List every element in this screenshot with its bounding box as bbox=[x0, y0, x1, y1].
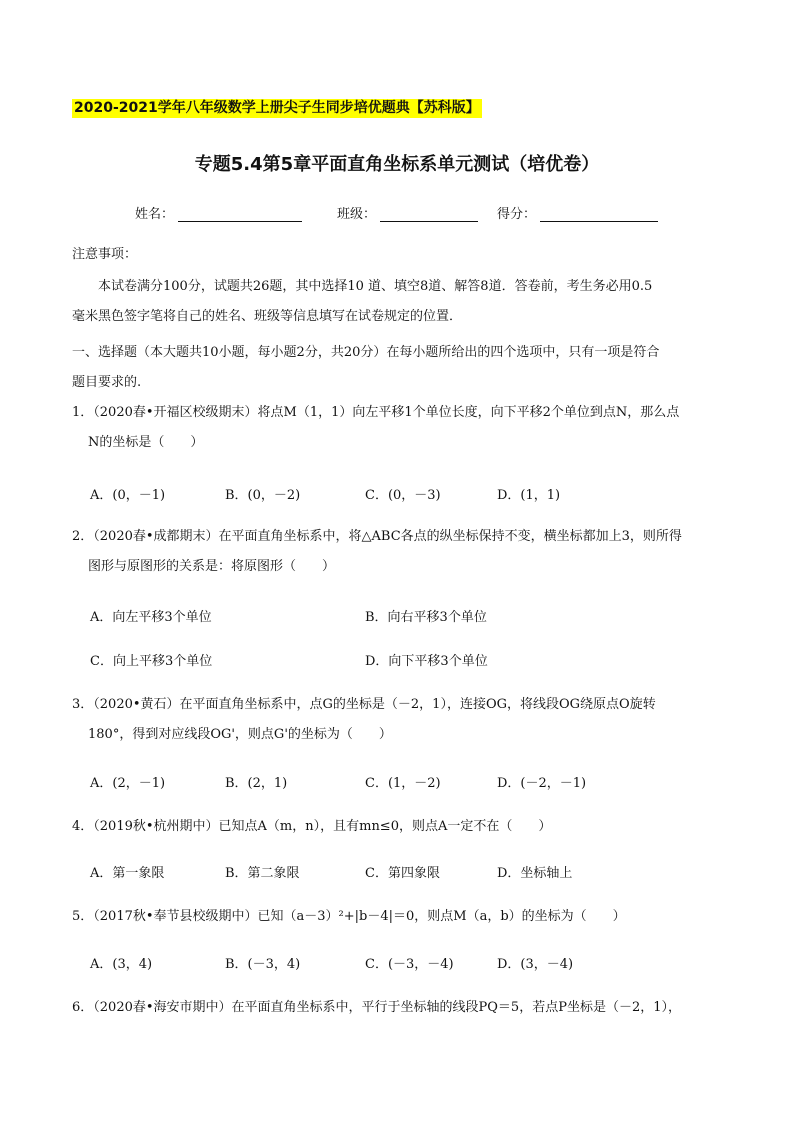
section-line-2: 题目要求的. bbox=[72, 375, 142, 390]
option-c[interactable]: C．(0，－3) bbox=[365, 488, 441, 503]
question-5-options bbox=[90, 953, 740, 973]
section-line-1: 一、选择题（本大题共10小题，每小题2分，共20分）在每小题所给出的四个选项中，只有一项是符合 bbox=[72, 345, 660, 360]
option-d[interactable]: D．(1，1) bbox=[497, 488, 561, 503]
question-2-stem-cont: 图形与原图形的关系是：将原图形（ ） bbox=[88, 559, 336, 574]
question-3-stem: 3．（2020•黄石）在平面直角坐标系中，点G的坐标是（－2，1），连接OG，将线段OG绕原点O旋转 bbox=[72, 697, 656, 712]
class-label: 班级： bbox=[337, 207, 377, 222]
question-2-stem: 2．（2020春•成都期末）在平面直角坐标系中，将△ABC各点的纵坐标保持不变，横坐标都加上3，则所得 bbox=[72, 529, 682, 544]
question-3 bbox=[72, 690, 732, 750]
question-1 bbox=[72, 398, 732, 458]
option-a[interactable]: A．(3，4) bbox=[90, 957, 153, 972]
question-5 bbox=[72, 902, 732, 932]
question-4-stem: 4．（2019秋•杭州期中）已知点A（m，n），且有mn≤0，则点A一定不在（ ） bbox=[72, 819, 552, 834]
name-label: 姓名： bbox=[135, 207, 175, 222]
section-heading bbox=[72, 338, 732, 398]
option-c[interactable]: C．第四象限 bbox=[365, 866, 440, 881]
notes-line-1: 本试卷满分100分，试题共26题，其中选择10 道、填空8道、解答8道．答卷前，考生务必用0.5 bbox=[98, 279, 653, 294]
question-1-options bbox=[90, 484, 740, 504]
name-field[interactable] bbox=[135, 203, 302, 222]
question-1-stem-cont: N的坐标是（ ） bbox=[88, 435, 204, 450]
score-blank[interactable] bbox=[540, 207, 658, 222]
option-b[interactable]: B．(2，1) bbox=[225, 776, 288, 791]
option-d[interactable]: D．(－2，－1) bbox=[497, 776, 587, 791]
option-c[interactable]: C．(1，－2) bbox=[365, 776, 441, 791]
option-c[interactable]: C．向上平移3个单位 bbox=[90, 654, 213, 669]
option-b[interactable]: B．向右平移3个单位 bbox=[365, 610, 487, 625]
question-4-options bbox=[90, 862, 740, 882]
student-info-fields bbox=[0, 203, 794, 223]
question-3-options bbox=[90, 772, 740, 792]
question-2 bbox=[72, 522, 732, 582]
option-d[interactable]: D．(3，－4) bbox=[497, 957, 574, 972]
question-6-stem: 6．（2020春•海安市期中）在平面直角坐标系中，平行于坐标轴的线段PQ＝5，若点P坐标是（－2，1）， bbox=[72, 1000, 681, 1015]
page-title: 专题5.4第5章平面直角坐标系单元测试（培优卷） bbox=[194, 154, 600, 175]
name-blank[interactable] bbox=[178, 207, 302, 222]
option-d[interactable]: D．向下平移3个单位 bbox=[365, 654, 488, 669]
question-6 bbox=[72, 993, 732, 1023]
score-label: 得分： bbox=[497, 207, 537, 222]
option-a[interactable]: A．向左平移3个单位 bbox=[90, 610, 212, 625]
series-highlight: 2020-2021学年八年级数学上册尖子生同步培优题典【苏科版】 bbox=[74, 100, 480, 116]
notes-paragraph bbox=[72, 272, 732, 332]
class-blank[interactable] bbox=[380, 207, 478, 222]
question-2-options-row-1 bbox=[90, 606, 740, 626]
option-b[interactable]: B．第二象限 bbox=[225, 866, 300, 881]
notes-heading: 注意事项： bbox=[72, 247, 138, 262]
option-a[interactable]: A．第一象限 bbox=[90, 866, 165, 881]
question-4 bbox=[72, 812, 732, 842]
option-b[interactable]: B．(－3，4) bbox=[225, 957, 301, 972]
option-a[interactable]: A．(2，－1) bbox=[90, 776, 166, 791]
question-1-stem: 1．（2020春•开福区校级期末）将点M（1，1）向左平移1个单位长度，向下平移2个单位到点N，那么点 bbox=[72, 405, 680, 420]
option-c[interactable]: C．(－3，－4) bbox=[365, 957, 454, 972]
question-2-options-row-2 bbox=[90, 650, 740, 670]
question-3-stem-cont: 180°，得到对应线段OG'，则点G'的坐标为（ ） bbox=[88, 727, 392, 742]
option-b[interactable]: B．(0，－2) bbox=[225, 488, 301, 503]
notes-line-2: 毫米黑色签字笔将自己的姓名、班级等信息填写在试卷规定的位置． bbox=[72, 309, 463, 324]
class-field[interactable] bbox=[337, 203, 478, 222]
score-field[interactable] bbox=[497, 203, 658, 222]
option-d[interactable]: D．坐标轴上 bbox=[497, 866, 573, 881]
option-a[interactable]: A．(0，－1) bbox=[90, 488, 166, 503]
question-5-stem: 5．（2017秋•奉节县校级期中）已知（a－3）²+|b－4|＝0，则点M（a，b）的坐标为（ ） bbox=[72, 909, 626, 924]
